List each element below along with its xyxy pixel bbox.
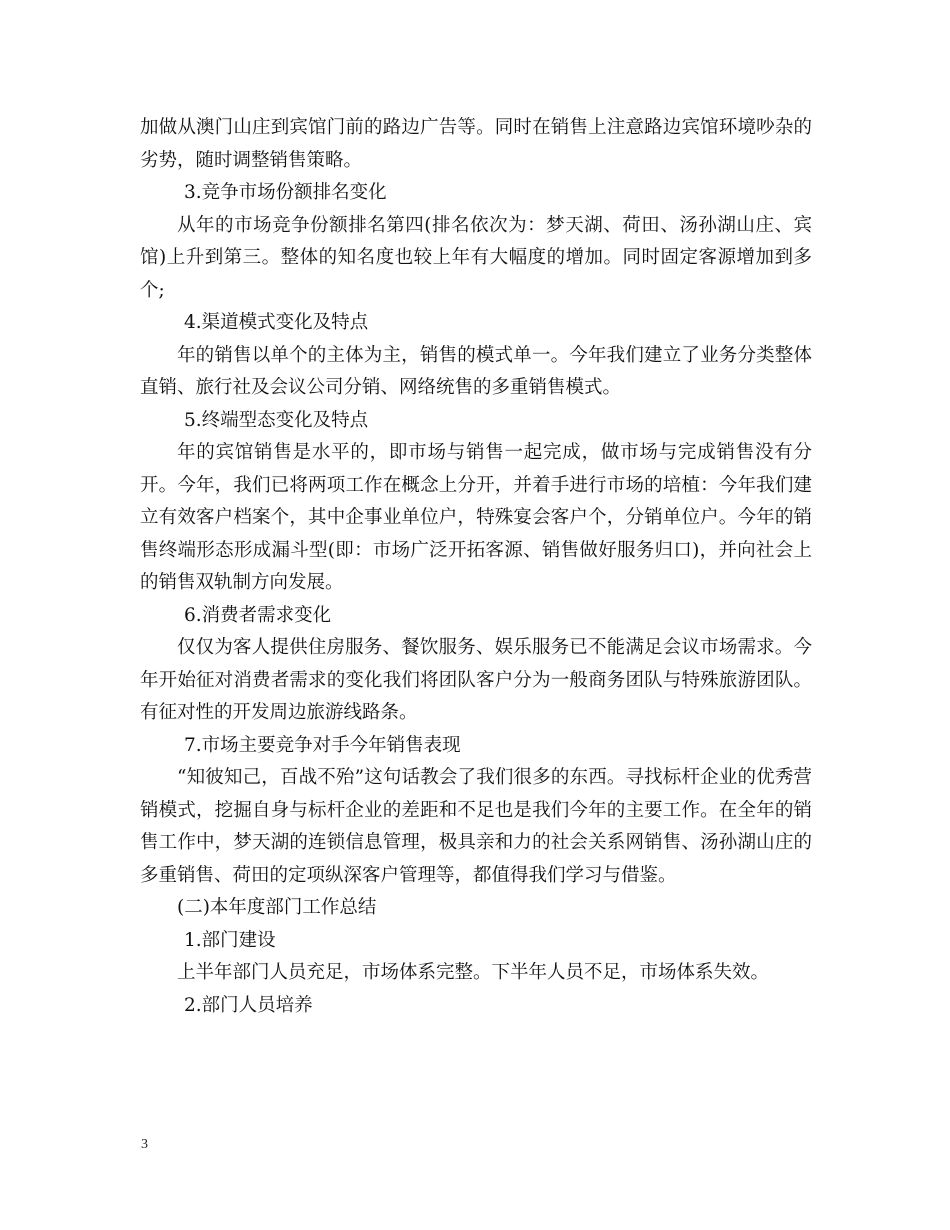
paragraph-department-building: 上半年部门人员充足，市场体系完整。下半年人员不足，市场体系失效。 bbox=[177, 962, 770, 983]
page-number: 3 bbox=[141, 1137, 148, 1152]
paragraph-continuation: 加做从澳门山庄到宾馆门前的路边广告等。同时在销售上注意路边宾馆环境吵杂的劣势，随时调整销售策略。 bbox=[140, 117, 812, 171]
section-heading-staff-training: 2.部门人员培养 bbox=[184, 994, 313, 1016]
paragraph-competitors: “知彼知己，百战不殆”这句话教会了我们很多的东西。寻找标杆企业的优秀营销模式，挖掘自身与标杆企业的差距和不足也是我们今年的主要工作。在全年的销售工作中，梦天湖的连锁信息管理，极具亲和力的社会关系网销售、汤孙湖山庄的多重销售、荷田的定项纵深客户管理等，都值得我们学习与借鉴。 bbox=[140, 767, 812, 886]
paragraph-market-share: 从年的市场竞争份额排名第四(排名依次为：梦天湖、荷田、汤孙湖山庄、宾馆)上升到第三。整体的知名度也较上年有大幅度的增加。同时固定客源增加到多个; bbox=[140, 214, 812, 301]
section-heading-consumer-demand: 6.消费者需求变化 bbox=[184, 604, 332, 626]
section-heading-channel-model: 4.渠道模式变化及特点 bbox=[184, 312, 369, 333]
document-body bbox=[140, 112, 812, 1022]
section-heading-department-building: 1.部门建设 bbox=[184, 929, 276, 951]
paragraph-consumer-demand: 仅仅为客人提供住房服务、餐饮服务、娱乐服务已不能满足会议市场需求。今年开始征对消费者需求的变化我们将团队客户分为一般商务团队与特殊旅游团队。有征对性的开发周边旅游线路条。 bbox=[140, 637, 812, 723]
section-heading-competitors: 7.市场主要竞争对手今年销售表现 bbox=[184, 734, 461, 756]
paragraph-department-summary: (二)本年度部门工作总结 bbox=[177, 897, 377, 918]
paragraph-channel-model: 年的销售以单个的主体为主，销售的模式单一。今年我们建立了业务分类整体直销、旅行社及会议公司分销、网络统售的多重销售模式。 bbox=[140, 344, 812, 398]
section-heading-market-share: 3.竞争市场份额排名变化 bbox=[184, 182, 387, 203]
paragraph-terminal-form: 年的宾馆销售是水平的，即市场与销售一起完成，做市场与完成销售没有分开。今年，我们已将两项工作在概念上分开，并着手进行市场的培植：今年我们建立有效客户档案个，其中企事业单位户，特殊宴会客户个，分销单位户。今年的销售终端形态形成漏斗型(即：市场广泛开拓客源、销售做好服务归口)，并向社会上的销售双轨制方向发展。 bbox=[140, 442, 812, 593]
section-heading-terminal-form: 5.终端型态变化及特点 bbox=[184, 409, 369, 431]
